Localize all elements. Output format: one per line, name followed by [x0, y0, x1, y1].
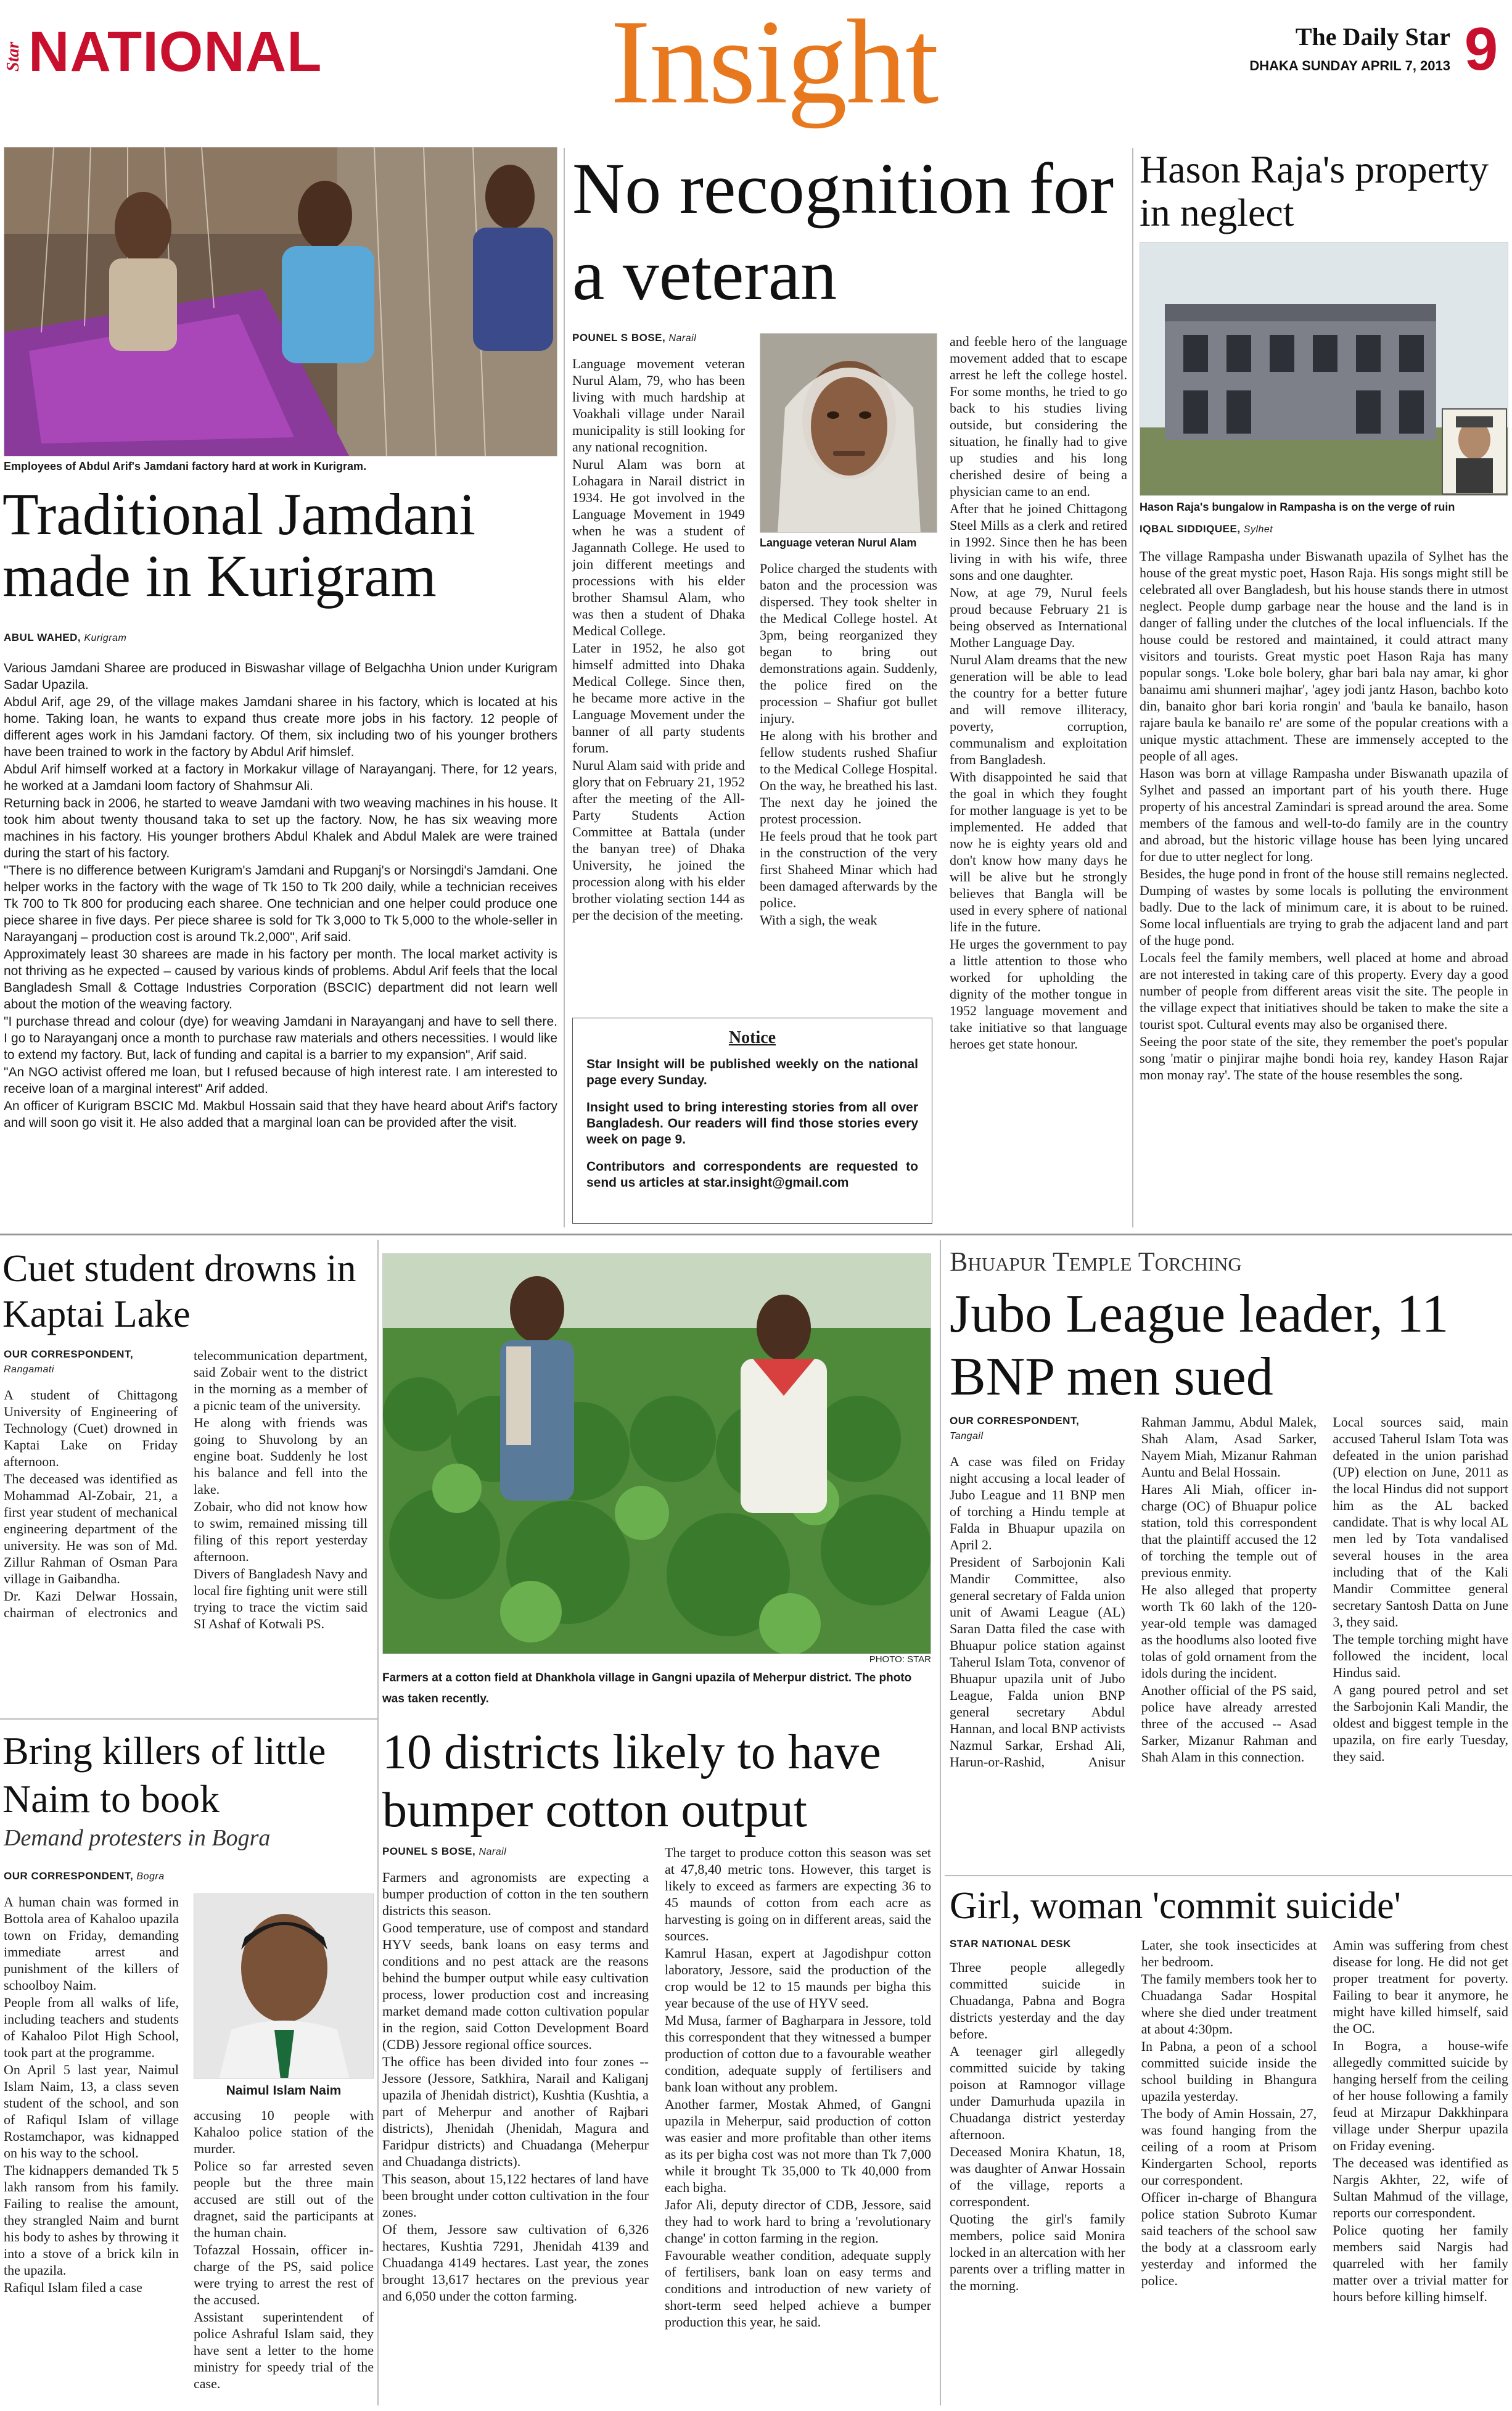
column-divider: [564, 148, 565, 1227]
jubo-paragraph: A gang poured petrol and set the Sarbojonin Kali Mandir, the oldest and biggest temple in the upazila, on fire early Tuesday, they said.: [1333, 1682, 1508, 1764]
cuet-byline-place: Rangamati: [4, 1364, 54, 1375]
column-divider: [377, 1240, 379, 2405]
jubo-paragraph: Hares Ali Miah, officer in-charge (OC) of Bhuapur police station, told this correspondent that the plaintiff accused the 12 of torching the temple out of previous enmity.: [1141, 1482, 1317, 1580]
hason-byline: [1140, 522, 1508, 537]
girl-paragraph: The body of Amin Hossain, 27, was found hanging from the ceiling of a room at Prisom Kindergarten School, reports our correspondent.: [1141, 2106, 1317, 2188]
notice-paragraph: Contributors and correspondents are requested to send us articles at star.insight@gmail.com: [586, 1160, 918, 1190]
girl-paragraph: The deceased was identified as Nargis Akhter, 22, wife of Sultan Mahmud of the village, reports our correspondent.: [1333, 2155, 1508, 2220]
jubo-kicker: Bhuapur Temple Torching: [950, 1247, 1242, 1277]
veteran-paragraph: With disappointed he said that the goal in which they fought for mother language is yet to be implemented. He added that now he is eighty years old and don't know how many days he will be alive but he strongly believes that Bangla will be used in every sphere of national life in the future.: [950, 769, 1127, 934]
veteran-paragraph: Now, at age 79, Nurul feels proud because February 21 is being observed as International Mother Language Day.: [950, 585, 1127, 650]
column-divider: [940, 1240, 941, 2405]
jamdani-headline: Traditional Jamdani made in Kurigram: [2, 481, 476, 609]
jamdani-photo: [4, 147, 557, 456]
veteran-paragraph: Later in 1952, he also got himself admitted into Dhaka Medical College. Since then, he became more active in the Language Movement under the banner of all party students forum.: [572, 640, 745, 756]
veteran-paragraph: Nurul Alam was born at Lohagara in Narail district in 1934. He got involved in the Language Movement in 1949 when he was a student of Jagannath College. He used to join different meetings and processions with his elder brother Shamsul Alam, who was then a student of Dhaka Medical College.: [572, 456, 745, 638]
cotton-photo: [382, 1253, 931, 1654]
cuet-paragraph: A student of Chittagong University of Engineering of Technology (Cuet) drowned in Kaptai Lake on Friday afternoon.: [4, 1387, 178, 1469]
jamdani-paragraph: Various Jamdani Sharee are produced in Biswashar village of Belgachha Union under Kurigram Sadar Upazila.: [4, 661, 557, 692]
jubo-paragraph: He also alleged that property worth Tk 60 lakh of the 120-year-old temple was damaged as the hoodlums also looted five tolas of gold ornament from the idols during the incident.: [1141, 1582, 1317, 1681]
cotton-paragraph: Md Musa, farmer of Bagharpara in Jessore, told this correspondent that they witnessed a bumper production of cotton due to a favourable weather condition, adequate supply of fertilisers and bank loan without any problem.: [665, 2013, 931, 2095]
jamdani-byline-name: ABUL WAHED,: [4, 632, 81, 643]
naim-byline-name: OUR CORRESPONDENT,: [4, 1870, 134, 1882]
cotton-paragraph: Another farmer, Mostak Ahmed, of Gangni upazila in Meherpur, said production of cotton was easier and more profitable than other items as its per bigha cost was not more than Tk 7,000 while it brought Tk 35,000 to Tk 40,000 from each bigha.: [665, 2096, 931, 2195]
jamdani-paragraph: "I purchase thread and colour (dye) for weaving Jamdani in Narayanganj and have to sell there. I go to Narayanganj once a month to purchase raw materials and others necessities. I would like to extend my factory. But, lack of funding and capital is a barrier to my expansion", Arif said.: [4, 1015, 557, 1062]
naim-byline: [4, 1869, 374, 1884]
cotton-paragraph: The office has been divided into four zones -- Jessore (Jessore, Satkhira, Narail and Kaliganj upazila of Jhenidah district), Kushtia (Kushtia, a part of Meherpur and another of Rajbari districts), Jhenidah (Jhenidah, Magura and Faridpur districts) and Chuadanga (Meherpur and Chuadanga districts).: [382, 2054, 649, 2169]
veteran-byline-place: Narail: [668, 333, 697, 344]
section-divider: [0, 1234, 1512, 1235]
veteran-photo-image: [760, 334, 937, 533]
naim-photo-image: [194, 1894, 374, 2079]
hason-paragraph: Besides, the huge pond in front of the house still remains neglected. Dumping of wastes by some locals is polluting the environment badly. Due to the lack of minimum care, it is about to be ruined. Some local influentials are trying to grab the adjacent land and part of the huge pond.: [1140, 866, 1508, 948]
veteran-col-3: [950, 333, 1127, 1053]
naim-byline-place: Bogra: [136, 1871, 165, 1882]
hason-photo: [1140, 242, 1508, 496]
jubo-paragraph: President of Sarbojonin Kali Mandir Committee, also general secretary of Falda union unit of Awami League (AL) Saran Datta filed the case with Bhuapur police station against Taherul Islam Tota, convenor of Bhuapur upazila unit of Jubo League, Falda union BNP general secretary Abdul Hannan, and local BNP activists Nazmul Sarkar, Ershad Ali, Harun-or-Rashid, Anisur Rahman Jammu, Abdul Malek, Shah Alam, Asad Sarker, Nayem Miah, Mizanur Rahman Auntu and Belal Hossain.: [950, 1414, 1317, 1770]
jamdani-paragraph: Abdul Arif, age 29, of the village makes Jamdani sharee in his factory, which is located at his home. Taking loan, he wants to expand thus create more jobs in his factory. 12 people of different ages work in his Jamdani factory. Of them, six including two of his younger brothers have been trained to work in the factory by Abdul Arif himslef.: [4, 695, 557, 759]
veteran-col-1: [572, 355, 745, 924]
veteran-paragraph: Police charged the students with baton and the procession was dispersed. They took shelter in the Medical College hostel. At 3pm, being reorganized they began to bring out demonstrations again. Suddenly, the police fired on the procession – Shafiur got bullet injury.: [760, 561, 937, 726]
cuet-paragraph: The deceased was identified as Mohammad Al-Zobair, 21, a first year student of mechanical engineering department of the university. He was son of Md. Zillur Rahman of Osman Para village in Gaibandha.: [4, 1471, 178, 1586]
naim-col-2: [194, 2107, 374, 2392]
cuet-body: [4, 1347, 368, 1631]
cotton-byline-name: POUNEL S BOSE,: [382, 1845, 476, 1857]
veteran-paragraph: He along with his brother and fellow students rushed Shafiur to the Medical College Hospital. On the way, he breathed his last. The next day he joined the protest procession.: [760, 728, 937, 826]
hason-photo-image: [1140, 242, 1508, 496]
jamdani-photo-caption: Employees of Abdul Arif's Jamdani factory hard at work in Kurigram.: [4, 460, 367, 472]
veteran-paragraph: Nurul Alam said with pride and glory that on February 21, 1952 after the meeting of the All-Party Students Action Committee at Battala (under the banyan tree) of Dhaka University, he joined the procession along with his elder brother violating section 144 as per the decision of the meeting.: [572, 757, 745, 923]
cuet-byline-name: OUR CORRESPONDENT,: [4, 1348, 134, 1360]
girl-body: [950, 1937, 1508, 2405]
cotton-headline: 10 districts likely to have bumper cotton output: [382, 1725, 881, 1837]
section-title: NATIONAL: [28, 20, 323, 83]
girl-paragraph: In Pabna, a peon of a school committed suicide inside the school building in Bhangura upazila yesterday.: [1141, 2038, 1317, 2104]
cotton-paragraph: Farmers and agronomists are expecting a bumper production of cotton in the ten southern districts this season.: [382, 1869, 649, 1918]
hason-headline: Hason Raja's property in neglect: [1140, 147, 1489, 234]
hason-byline-place: Sylhet: [1243, 524, 1273, 535]
masthead: [0, 0, 1512, 142]
naim-col-1: [4, 1894, 179, 2296]
girl-paragraph: Police quoting her family members said Nargis had quarreled with her family matter over a trivial matter for hours before killing himself.: [1333, 2222, 1508, 2304]
veteran-paragraph: After that he joined Chittagong Steel Mills as a clerk and retired in 1992. Since then he has been living in with his wife, three sons and one daughter.: [950, 501, 1127, 583]
jamdani-body: [4, 660, 557, 1132]
naim-paragraph: Assistant superintendent of police Ashraful Islam said, they have sent a letter to the home ministry for speedy trial of the case.: [194, 2309, 374, 2391]
girl-paragraph: The family members took her to Chuadanga Sadar Hospital where she died under treatment at about 4:30pm.: [1141, 1971, 1317, 2037]
girl-headline: Girl, woman 'commit suicide': [950, 1885, 1401, 1927]
girl-paragraph: Amin was suffering from chest disease for long. He did not get proper treatment for poverty. Failing to bear it anymore, he might have killed himself, said the OC.: [1333, 1937, 1508, 2036]
jamdani-paragraph: Abdul Arif himself worked at a factory in Morkakur village of Narayanganj. There, for 12 years, he worked at a Jamdani loom factory of Shahmsur Ali.: [4, 762, 557, 793]
veteran-paragraph: and feeble hero of the language movement added that to escape arrest he left the college hostel. For some months, he tried to go back to his studies living outside, but considering the situation, he finally had to give up studies and his long cherished desire of being a physician came to an end.: [950, 334, 1127, 499]
jamdani-paragraph: An officer of Kurigram BSCIC Md. Makbul Hossain said that they have heard about Arif's factory and will soon go visit it. He also added that a marginal loan can be provided after the visit.: [4, 1099, 557, 1130]
cuet-paragraph: He along with friends was going to Shuvolong by an engine boat. Suddenly he lost his balance and fell into the lake.: [194, 1415, 368, 1497]
notice-box: [572, 1018, 932, 1224]
jubo-paragraph: Local sources said, main accused Taherul Islam Tota was defeated in the union parishad (UP) election on June, 2011 as the local Hindus did not support him as the AL backed candidate. That is why local AL men led by Tota vandalised several houses in the area including that of the Kali Mandir Committee general secretary Santosh Datta on June 3, they said.: [1333, 1414, 1508, 1630]
cotton-paragraph: Of them, Jessore saw cultivation of 6,326 hectares, Kushtia 7291, Jhenidah 4139 and Chuadanga 4149 hectares. Last year, the zones brought 13,617 hectares on the previous year and 6,050 under the cotton farming.: [382, 2222, 649, 2304]
jubo-byline-place: Tangail: [950, 1431, 984, 1441]
hason-paragraph: Hason was born at village Rampasha under Biswanath upazila of Sylhet and passed an important part of his youth there. Huge property of his ancestral Zamindari is spread around the area. Some members of the famous and well-to-do family are in the country and abroad, but the historic village house has been lying uncared for due to utter neglect for long.: [1140, 765, 1508, 864]
section-divider: [945, 1875, 1512, 1876]
girl-paragraph: Three people allegedly committed suicide in Chuadanga, Pabna and Bogra districts yesterday and the day before.: [950, 1960, 1125, 2042]
naim-paragraph: Tofazzal Hossain, officer in-charge of the PS, said police were trying to arrest the rest of the accused.: [194, 2242, 374, 2307]
cuet-paragraph: Zobair, who did not know how to swim, remained missing till filing of this report yesterday afternoon.: [194, 1499, 368, 1564]
cotton-paragraph: Jafor Ali, deputy director of CDB, Jessore, said they had to work hard to bring a 'revolutionary change' in cotton farming in the region.: [665, 2197, 931, 2246]
veteran-col-2: [760, 560, 937, 929]
jamdani-byline: [4, 630, 557, 646]
jamdani-paragraph: Approximately least 30 sharees are made in his factory per month. The local market activity is not thriving as he expected – caused by various kinds of problems. Abdul Arif feels that the local Bangladesh Small & Cottage Industries Corporation (BSCIC) department did not learn well about the motion of the weaving factory.: [4, 947, 557, 1012]
hason-body: [1140, 548, 1508, 1084]
veteran-headline: No recognition for a veteran: [572, 148, 1114, 315]
cotton-photo-credit: PHOTO: STAR: [869, 1654, 931, 1665]
naim-paragraph: On April 5 last year, Naimul Islam Naim, 13, a class seven student of the school, and son of Rafiqul Islam of village Rostamchapor, was kidnapped on his way to the school.: [4, 2062, 179, 2161]
jamdani-paragraph: "An NGO activist offered me loan, but I refused because of high interest rate. I am interested to receive loan of a marginal interest" Arif added.: [4, 1065, 557, 1096]
jubo-headline: Jubo League leader, 11 BNP men sued: [950, 1284, 1449, 1407]
jubo-body: [950, 1414, 1508, 1870]
cotton-photo-caption: Farmers at a cotton field at Dhankhola village in Gangni upazila of Meherpur district. The photo was taken recently.: [382, 1671, 912, 1705]
cotton-paragraph: The target to produce cotton this season was set at 47,8,40 metric tons. However, this target is likely to exceed as farmers are expecting 36 to 45 maunds of cotton from each acre as harvesting is going on in different areas, said the sources.: [665, 1845, 931, 1943]
paper-name: The Daily Star: [1295, 23, 1450, 51]
cuet-paragraph: Divers of Bangladesh Navy and local fire fighting unit were still trying to trace the victim said SI Ashaf of Kotwali PS.: [194, 1566, 368, 1631]
jubo-byline-name: OUR CORRESPONDENT,: [950, 1415, 1080, 1427]
naim-paragraph: A human chain was formed in Bottola area of Kahaloo upazila town on Friday, demanding immediate arrest and punishment of the killers of schoolboy Naim.: [4, 1894, 179, 1993]
girl-paragraph: Quoting the girl's family members, police said Monira locked in an altercation with her parents over a trifling matter in the morning.: [950, 2211, 1125, 2293]
veteran-paragraph: He urges the government to pay a little attention to those who worked for upholding the dignity of the mother tongue in 1952 language movement and take initiative so that language heroes get state honour.: [950, 936, 1127, 1052]
girl-paragraph: Deceased Monira Khatun, 18, was daughter of Anwar Hossain of the village, reports a correspondent.: [950, 2144, 1125, 2209]
cotton-paragraph: This season, about 15,122 hectares of land have been brought under cotton cultivation in the four zones.: [382, 2171, 649, 2220]
veteran-paragraph: He feels proud that he took part in the construction of the very first Shaheed Minar which had been damaged afterwards by the police.: [760, 828, 937, 910]
naim-paragraph: Rafiqul Islam filed a case: [4, 2280, 142, 2295]
jubo-paragraph: A case was filed on Friday night accusing a local leader of Jubo League and 11 BNP men of torching a Hindu temple at Falda in Bhuapur upazila on April 2.: [950, 1454, 1125, 1552]
veteran-byline: [572, 331, 757, 346]
girl-paragraph: A teenager girl allegedly committed suicide by taking poison at Ramnogor village under Damurhuda upazila in Chuadanga district yesterday afternoon.: [950, 2043, 1125, 2142]
star-tag: Star: [4, 41, 23, 72]
jamdani-paragraph: "There is no difference between Kurigram's Jamdani and Rupganj's or Norsingdi's Jamdani. One helper works in the factory with the wage of Tk 150 to Tk 200 daily, while a technician receives Tk 700 to Tk 800 for producing each sharee. One technician and one helper could produce one piece sharee in five days. Per piece sharee is sold for Tk 3,000 to Tk 5,000 to the whole-seller in Narayanganj – production cost is around Tk.2,000", Arif said.: [4, 863, 557, 944]
jamdani-paragraph: Returning back in 2006, he started to weave Jamdani with two weaving machines in his house. It took him about twenty thousand taka to set up the factory. Now, he has six weaving more machines in his factory. His younger brothers Abdul Khalek and Abdul Malek are were trained during the start of his factory.: [4, 796, 557, 860]
cotton-paragraph: Good temperature, use of compost and standard HYV seeds, bank loans on easy terms and conditions and no pest attack are the reasons behind the bumper output while easy cultivation process, lower production cost and increasing market demand made cotton cultivation popular in the region, said Cotton Development Board (CDB) Jessore regional office sources.: [382, 1920, 649, 2052]
cotton-body: [382, 1844, 931, 2405]
hason-paragraph: The village Rampasha under Biswanath upazila of Sylhet has the house of the great mystic poet, Hason Raja. His songs might still be celebrated all over Bangladesh, but his house stands there in utmost neglect. People dump garbage near the house and the land is in danger of falling under the clutches of the local influencials. If the house could be restored and maintained, it could attract many visitors and tourists. Great mystic poet Hason Raja has many popular songs. 'Loke bole bolery, ghar bari bala nay amar, ki ghor banaimu ami shunneri majhar', 'agey jodi jantz Hason, bachbo koto din, banaito ghor bari koria rongin' and 'baula ke banailo, hason rajare baula ke banailo re' are some of the popular creations with a unique mystic attachment. These are immensely accepted to the people of all ages.: [1140, 548, 1508, 764]
naim-paragraph: accusing 10 people with Kahaloo police station of the murder.: [194, 2108, 374, 2156]
girl-byline: STAR NATIONAL DESK: [950, 1938, 1071, 1950]
naim-paragraph: People from all walks of life, including teachers and students of Kahaloo Pilot High School, took part at the programme.: [4, 1995, 179, 2060]
naim-headline: Bring killers of little Naim to book: [2, 1729, 326, 1821]
cuet-headline: Cuet student drowns in Kaptai Lake: [2, 1248, 356, 1335]
notice-paragraph: Insight used to bring interesting stories from all over Bangladesh. Our readers will find those stories every week on page 9.: [586, 1100, 918, 1147]
column-divider: [1132, 148, 1133, 1227]
veteran-byline-name: POUNEL S BOSE,: [572, 332, 666, 344]
hason-paragraph: Seeing the poor state of the site, they remember the poet's popular song 'matir o pinjirar majhe bondi hoia rey, kandey Hason Rajar mon monay ray'. The state of the house resembles the song.: [1140, 1034, 1508, 1082]
hason-paragraph: Locals feel the family members, well placed at home and abroad are not interested in taking care of this property. Every day a good number of people from different areas visit the site. The people in the village expect that initiatives should be taken to make the site a tourist spot. Cultural events may also be organised there.: [1140, 950, 1508, 1032]
veteran-paragraph: Language movement veteran Nurul Alam, 79, who has been living with much hardship at Voakhali village under Narail municipality is still looking for any national recognition.: [572, 356, 745, 455]
cotton-photo-image: [383, 1254, 931, 1654]
jubo-paragraph: The temple torching might have followed the incident, local Hindus said.: [1333, 1631, 1508, 1680]
naim-paragraph: The kidnappers demanded Tk 5 lakh ransom from his family. Failing to realise the amount, they strangled Naim and burnt his body to ashes by throwing it into a stove of a brick kiln in the upazila.: [4, 2162, 179, 2278]
cotton-byline-place: Narail: [479, 1847, 507, 1857]
insight-logo: Insight: [610, 0, 938, 129]
notice-paragraph: Star Insight will be published weekly on the national page every Sunday.: [586, 1057, 918, 1087]
veteran-paragraph: With a sigh, the weak: [760, 912, 877, 928]
jubo-paragraph: Another official of the PS said, police have already arrested three of the accused -- Asad Sarker, Mizanur Rahman and Shah Alam in this connection.: [1141, 1683, 1317, 1765]
cuet-paragraph: Dr. Kazi Delwar Hossain, chairman of electronics and telecommunication department, said Zobair went to the district in the morning as a member of a picnic team of the university.: [4, 1348, 368, 1620]
hason-photo-caption: Hason Raja's bungalow in Rampasha is on the verge of ruin: [1140, 501, 1455, 513]
veteran-photo: [760, 333, 937, 533]
hason-byline-name: IQBAL SIDDIQUEE,: [1140, 523, 1241, 535]
naim-subhead: Demand protesters in Bogra: [4, 1825, 271, 1851]
veteran-photo-caption: Language veteran Nurul Alam: [760, 537, 917, 549]
girl-paragraph: Later, she took insecticides at her bedroom.: [1141, 1937, 1317, 1969]
cotton-paragraph: Kamrul Hasan, expert at Jagodishpur cotton laboratory, Jessore, said the production of the crop would be 12 to 15 maunds per bigha this year because of the use of HYV seed.: [665, 1945, 931, 2011]
naim-photo-caption: Naimul Islam Naim: [226, 2083, 342, 2098]
section-divider: [0, 1718, 377, 1720]
naim-paragraph: Police so far arrested seven people but the three main accused are still out of the dragnet, said the participants at the human chain.: [194, 2158, 374, 2240]
dateline: DHAKA SUNDAY APRIL 7, 2013: [1249, 58, 1450, 73]
naim-photo: [194, 1894, 374, 2079]
veteran-paragraph: Nurul Alam dreams that the new generation will be able to lead the country for a better future and will remove illiteracy, poverty, corruption, communalism and exploitation from Bangladesh.: [950, 652, 1127, 767]
girl-paragraph: In Bogra, a house-wife allegedly committed suicide by hanging herself from the ceiling of her house following a family feud at Mirzapur Dakkhinpara village under Sherpur upazila on Friday evening.: [1333, 2038, 1508, 2153]
notice-title: Notice: [728, 1028, 776, 1047]
jamdani-photo-image: [4, 147, 557, 456]
girl-paragraph: Officer in-charge of Bhangura police station Subroto Kumar said teachers of the school saw the body at a classroom early yesterday and informed the police.: [1141, 2190, 1317, 2288]
jamdani-byline-place: Kurigram: [84, 633, 127, 643]
cotton-paragraph: Favourable weather condition, adequate supply of fertilisers, bank loan on easy terms and conditions and introduction of new variety of short-term seed helped achieve a bumper production this year, he said.: [665, 2248, 931, 2330]
page-number: 9: [1464, 15, 1498, 83]
